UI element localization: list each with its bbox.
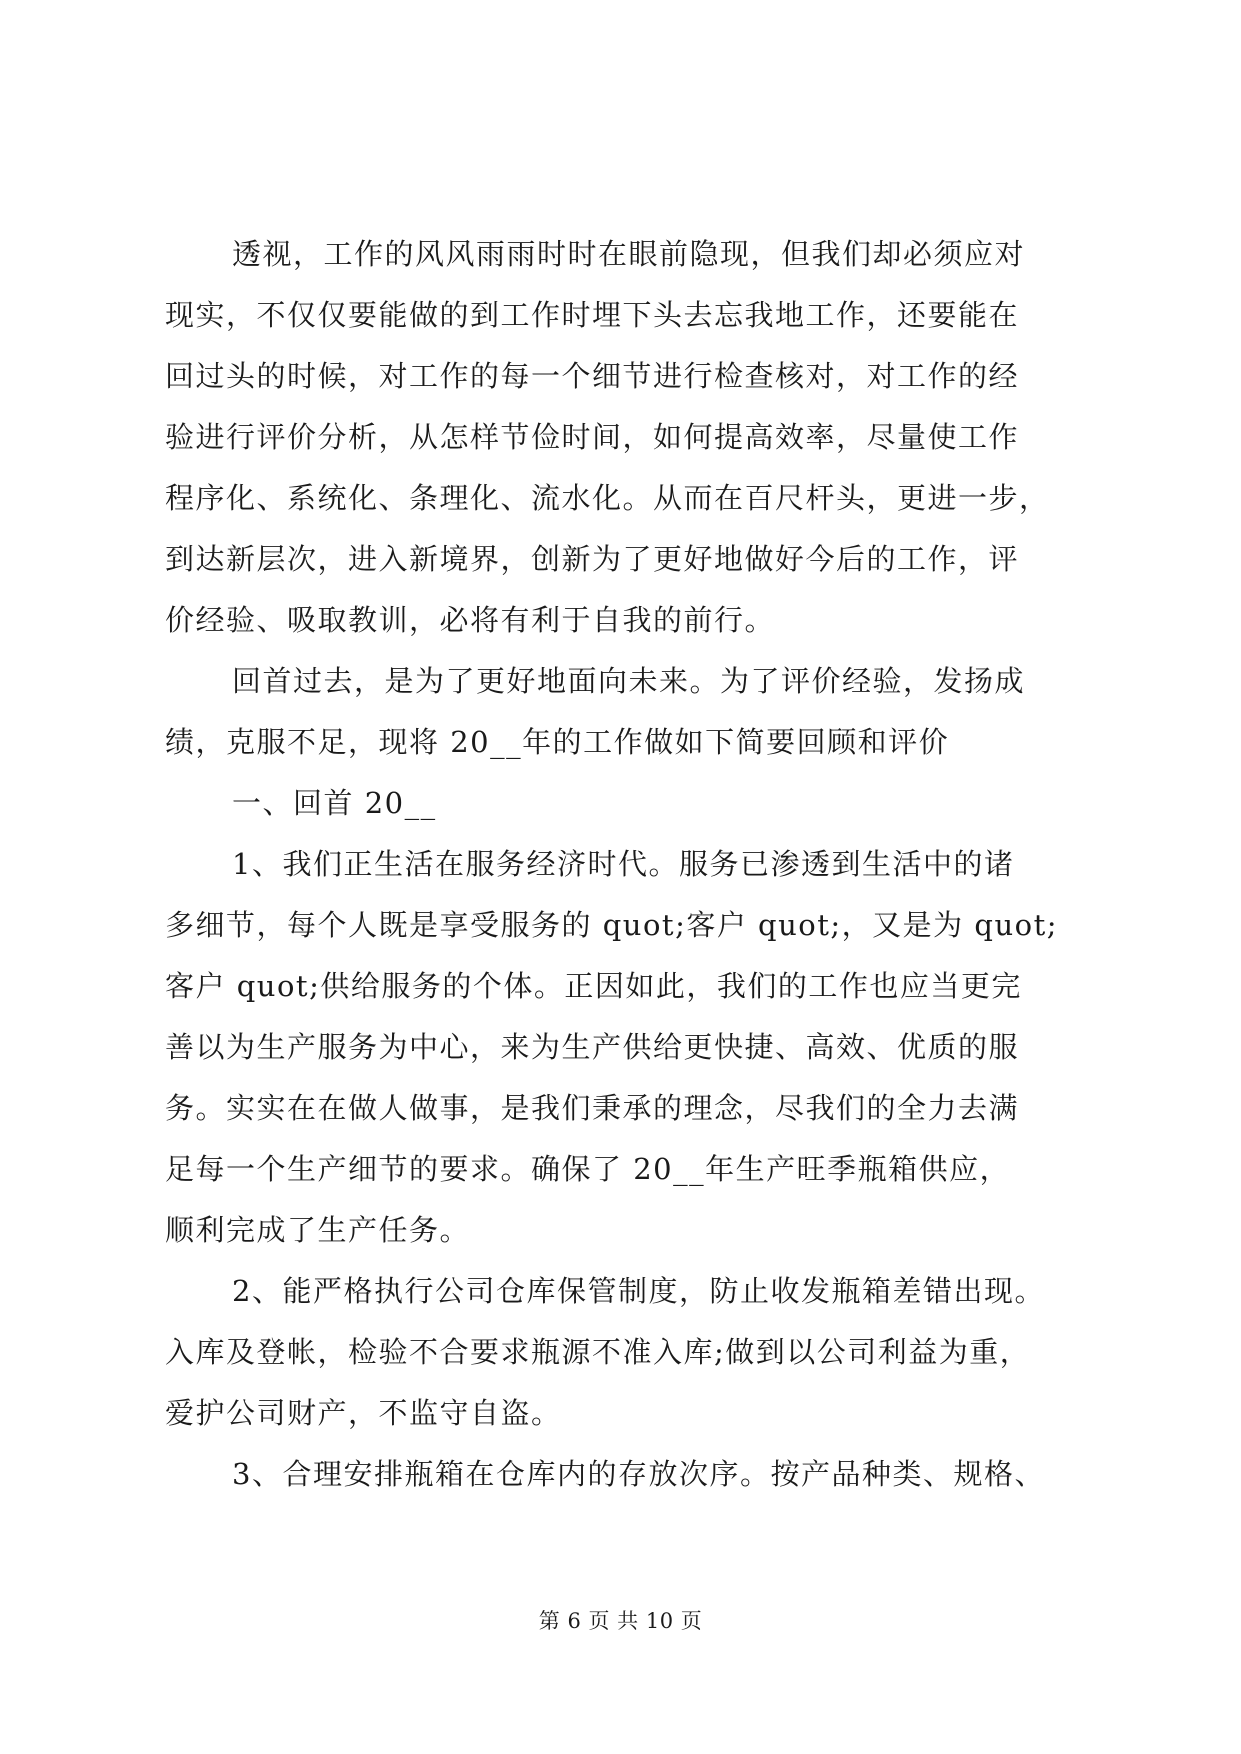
text-line: 透视，工作的风风雨雨时时在眼前隐现，但我们却必须应对	[232, 237, 1026, 271]
text-line: 顺利完成了生产任务。	[165, 1213, 471, 1247]
document-body	[165, 224, 1085, 1505]
text-line: 价经验、吸取教训，必将有利于自我的前行。	[165, 603, 776, 637]
paragraph-review	[165, 651, 1085, 773]
page-number-footer: 第 6 页 共 10 页	[538, 1609, 703, 1633]
text-line: 足每一个生产细节的要求。确保了 20__年生产旺季瓶箱供应，	[165, 1152, 1011, 1186]
text-line: 程序化、系统化、条理化、流水化。从而在百尺杆头，更进一步，	[165, 481, 1050, 515]
text-line: 绩，克服不足，现将 20__年的工作做如下简要回顾和评价	[165, 725, 950, 759]
text-line: 回首过去，是为了更好地面向未来。为了评价经验，发扬成	[232, 664, 1026, 698]
text-line: 务。实实在在做人做事，是我们秉承的理念，尽我们的全力去满	[165, 1091, 1020, 1125]
paragraph-intro	[165, 224, 1085, 651]
section-heading	[165, 773, 1085, 834]
text-line: 入库及登帐，检验不合要求瓶源不准入库;做到以公司利益为重，	[165, 1335, 1031, 1369]
text-line: 1、我们正生活在服务经济时代。服务已渗透到生活中的诸	[232, 847, 1015, 881]
text-line: 善以为生产服务为中心，来为生产供给更快捷、高效、优质的服	[165, 1030, 1020, 1064]
text-line: 3、合理安排瓶箱在仓库内的存放次序。按产品种类、规格、	[232, 1457, 1045, 1491]
paragraph-item-1	[165, 834, 1085, 1261]
text-line: 验进行评价分析，从怎样节俭时间，如何提高效率，尽量使工作	[165, 420, 1020, 454]
text-line: 到达新层次，进入新境界，创新为了更好地做好今后的工作，评	[165, 542, 1020, 576]
text-line: 2、能严格执行公司仓库保管制度，防止收发瓶箱差错出现。	[232, 1274, 1045, 1308]
text-line: 客户 quot;供给服务的个体。正因如此，我们的工作也应当更完	[165, 969, 1022, 1003]
heading-line: 一、回首 20__	[232, 786, 437, 820]
text-line: 多细节，每个人既是享受服务的 quot;客户 quot;，又是为 quot;	[165, 908, 1059, 942]
text-line: 回过头的时候，对工作的每一个细节进行检查核对，对工作的经	[165, 359, 1020, 393]
text-line: 爱护公司财产，不监守自盗。	[165, 1396, 562, 1430]
paragraph-item-2	[165, 1261, 1085, 1444]
paragraph-item-3	[165, 1444, 1085, 1505]
text-line: 现实，不仅仅要能做的到工作时埋下头去忘我地工作，还要能在	[165, 298, 1020, 332]
